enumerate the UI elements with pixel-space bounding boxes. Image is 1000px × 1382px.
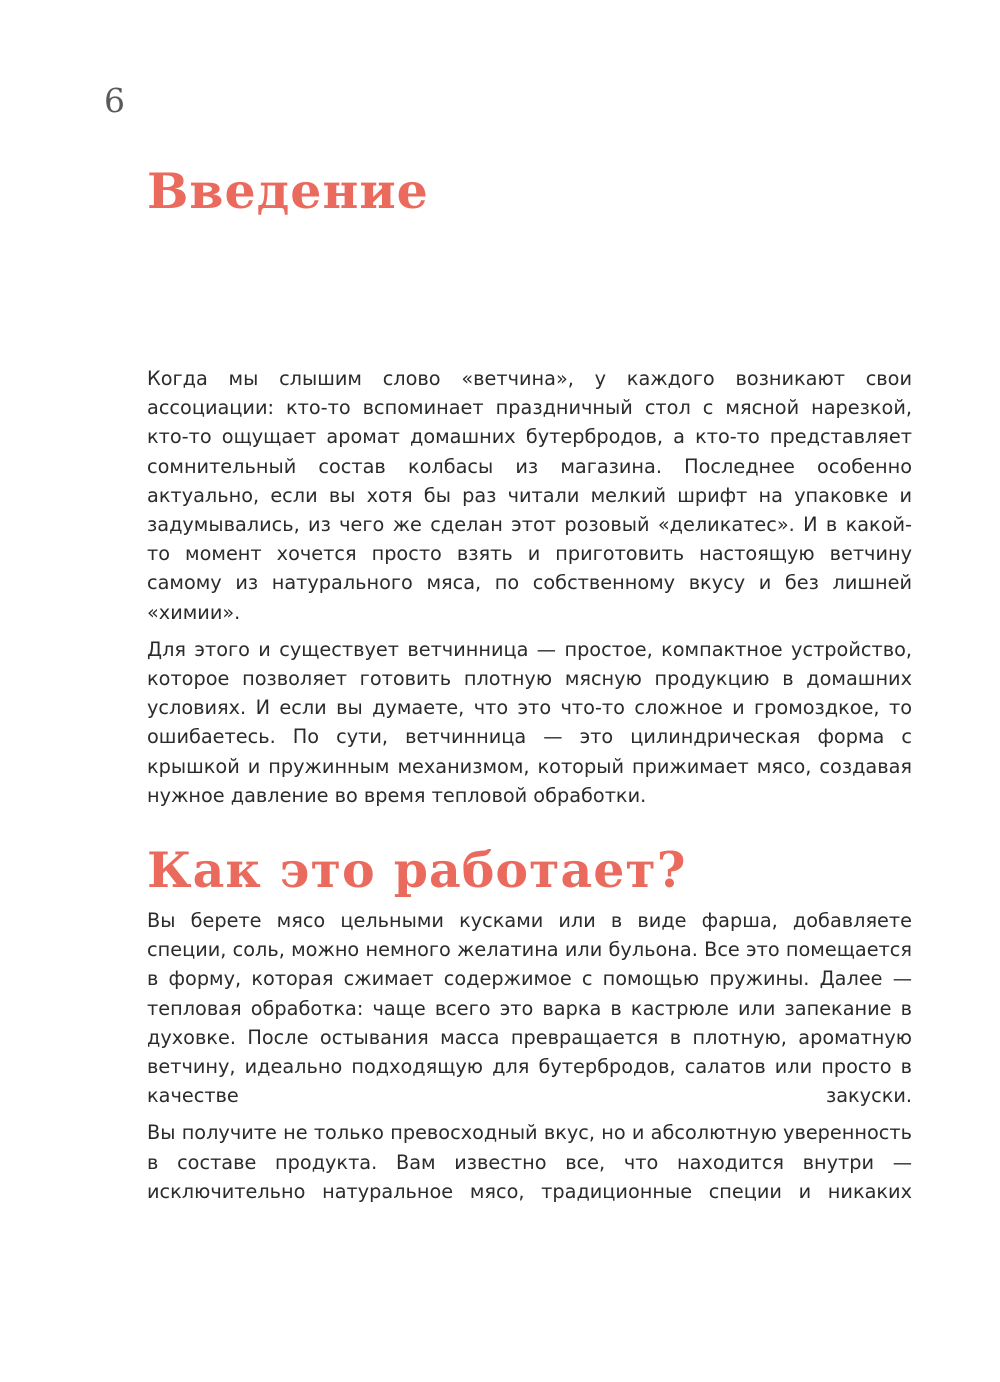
introduction-body — [147, 364, 912, 818]
how-it-works-body — [147, 906, 912, 1214]
paragraph: Когда мы слышим слово «ветчина», у каждого возникают свои ассоциации: кто-то вспоминает праздничный стол с мясной нарезкой, кто-то ощущает аромат домашних бутербродов, а кто-то представляет сомнительный состав колбасы из магазина. Последнее особенно актуально, если вы хотя бы раз читали мелкий шрифт на упаковке и задумывались, из чего же сделан этот розовый «деликатес». И в какой-то момент хочется просто взять и приготовить настоящую ветчину самому из натурального мяса, по собственному вкусу и без лишней «химии». — [147, 367, 912, 624]
paragraph: Для этого и существует ветчинница — простое, компактное устройство, которое позволяет готовить плотную мясную продукцию в домашних условиях. И если вы думаете, что это что-то сложное и громоздкое, то ошибаетесь. По сути, ветчинница — это цилиндрическая форма с крышкой и пружинным механизмом, который прижимает мясо, создавая нужное давление во время тепловой обработки. — [147, 637, 912, 807]
page-number: 6 — [104, 81, 125, 120]
paragraph: Вы берете мясо цельными кусками или в виде фарша, добавляете специи, соль, можно немного желатина или бульона. Все это помещается в форму, которая сжимает содержимое с помощью пружины. Далее — тепловая обработка: чаще всего это варка в кастрюле или запекание в духовке. После остывания масса превращается в плотную, ароматную ветчину, идеально подходящую для бутербродов, салатов или просто в качестве закуски. — [147, 909, 912, 1108]
paragraph: Вы получите не только превосходный вкус, но и абсолютную уверенность в составе продукта. Вам известно все, что находится внутри — исключительно натуральное мясо, традиционные специи и никаких — [147, 1121, 912, 1203]
section-heading-how-it-works: Как это работает? — [147, 841, 687, 899]
section-heading-introduction: Введение — [147, 162, 429, 220]
